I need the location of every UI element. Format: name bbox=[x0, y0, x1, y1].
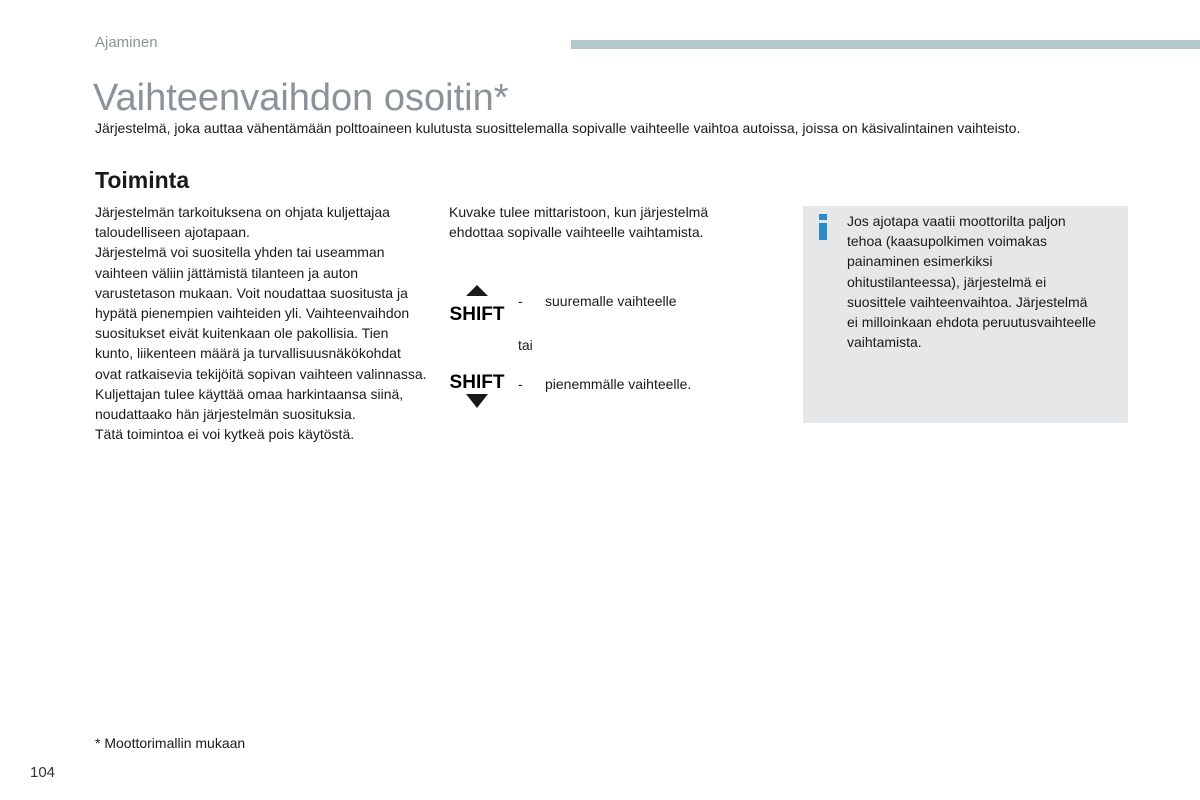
shift-up-icon bbox=[449, 284, 505, 330]
page-title: Vaihteenvaihdon osoitin* bbox=[93, 77, 509, 119]
shift-down-icon bbox=[449, 370, 505, 416]
footnote: * Moottorimallin mukaan bbox=[95, 735, 246, 751]
section-heading: Toiminta bbox=[95, 167, 190, 193]
shift-up-icon-label: SHIFT bbox=[449, 304, 505, 325]
or-text: tai bbox=[518, 337, 533, 353]
info-box bbox=[803, 206, 1128, 423]
paragraph-recommendation: Järjestelmä voi suositella yhden tai useamman vaihteen väliin jättämistä tilanteen ja auton varustetason mukaan. Voit noudattaa suositusta ja hypätä pienempien vaihteiden yli. Vaihteenvaihdon suositukset eivät kuitenkaan ole pakollisia. Tien kunto, liikenteen määrä ja turvallisuusnäkökohdat ovat ratkaisevia tekijöitä sopivan vaihteen valinnassa. Kuljettajan tulee käyttää omaa harkintaansa siinä, noudattaako hän järjestelmän suosituksia. bbox=[95, 244, 427, 423]
item-downshift-text: pienemmälle vaihteelle. bbox=[545, 376, 692, 392]
info-text: Jos ajotapa vaatii moottorilta paljon tehoa (kaasupolkimen voimakas painaminen esimerkiksi ohitustilanteessa), järjestelmä ei suosittele vaihteenvaihtoa. Järjestelmä ei milloinkaan ehdota peruutusvaihteelle vaihtamista. bbox=[847, 213, 1097, 351]
page-number: 104 bbox=[30, 764, 56, 781]
intro-text: Järjestelmä, joka auttaa vähentämään polttoaineen kulutusta suosittelemalla sopivalle vaihteelle vaihtoa autoissa, joissa on käsivalintainen vaihteisto. bbox=[95, 120, 1021, 136]
header-bar bbox=[571, 40, 1200, 49]
info-icon bbox=[817, 214, 829, 240]
list-dash-down: - bbox=[518, 376, 523, 392]
shift-down-icon-label: SHIFT bbox=[449, 372, 505, 393]
list-dash-up: - bbox=[518, 293, 523, 309]
column-1 bbox=[95, 202, 430, 444]
item-upshift-text: suuremalle vaihteelle bbox=[545, 293, 677, 309]
paragraph-purpose: Järjestelmän tarkoituksena on ohjata kuljettajaa taloudelliseen ajotapaan. bbox=[95, 204, 390, 241]
section-label: Ajaminen bbox=[95, 34, 158, 51]
column-2-intro: Kuvake tulee mittaristoon, kun järjestelmä ehdottaa sopivalle vaihteelle vaihtamista. bbox=[449, 204, 709, 241]
paragraph-cannot-disable: Tätä toimintoa ei voi kytkeä pois käytöstä. bbox=[95, 426, 355, 443]
